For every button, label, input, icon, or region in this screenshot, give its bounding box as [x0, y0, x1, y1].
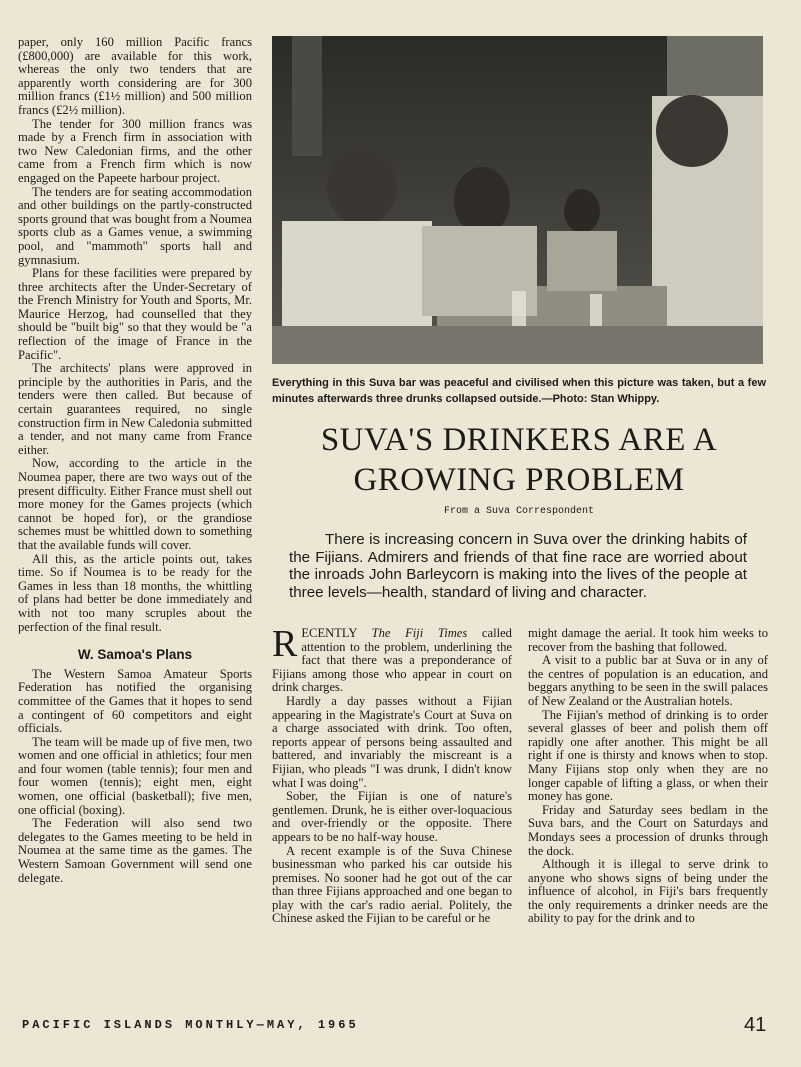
paragraph: paper, only 160 million Pacific francs (£800,000) are available for this work, whereas the only two tenders that are apparently worth considering are for 300 million francs (£1½ million) and 500 million francs (£2½ million). — [18, 35, 252, 117]
paragraph: The tenders are for seating accommodation and other buildings on the partly-constructed sports ground that was bought from a Noumea sports club as a Games venue, a swimming pool, and "mammoth" sports hall and gymnasium. — [18, 184, 252, 267]
photo-caption: Everything in this Suva bar was peaceful and civilised when this picture was taken, but a few minutes afterwards three drunks collapsed outside.—Photo: Stan Whippy. — [272, 377, 766, 405]
middle-article-column — [272, 623, 512, 926]
headline-line: SUVA'S DRINKERS ARE A — [320, 422, 718, 458]
article-standfirst: There is increasing concern in Suva over the drinking habits of the Fijians. Admirers and friends of that fine race are worried about the inroads John Barleycorn is making into the lives of the people at three levels—health, standard of living and character. — [289, 531, 747, 601]
page-number: 41 — [744, 1014, 767, 1036]
paragraph: Sober, the Fijian is one of nature's gentlemen. Drunk, he is either over-loquacious and over-friendly or the opposite. There appears to be no half-way house. — [272, 789, 512, 844]
paragraph: The Federation will also send two delegates to the Games meeting to be held in Noumea at the same time as the games. The Western Samoan Government will send one delegate. — [18, 816, 252, 885]
bar-photograph — [272, 36, 763, 364]
paragraph: The team will be made up of five men, two women and one official in athletics; four men and four women (table tennis); four men and four women (tennis); eight men, eight women, one official (basketball); five men, one official (boxing). — [18, 734, 252, 817]
left-article-column — [18, 36, 252, 885]
drop-cap: R — [272, 623, 298, 665]
section-subheading: W. Samoa's Plans — [77, 647, 193, 663]
paragraph: The Fijian's method of drinking is to order several glasses of beer and polish them off rapidly one after another. This might be all right if one is thirsty and knows when to stop. Many Fijians stop only when they are no longer capable of lifting a glass, or when their money has gone. — [528, 707, 768, 804]
publication-name: The Fiji Times — [371, 626, 468, 640]
paragraph: The Western Samoa Amateur Sports Federation has notified the organising committee of the Games that it hopes to send a contingent of 60 competitors and eight officials. — [18, 666, 252, 736]
paragraph: Plans for these facilities were prepared by three architects after the Under-Secretary of the French Ministry for Youth and Sports, Mr. Maurice Herzog, had counselled that they should be "built big" so that they would be "a reflection of the image of France in the Pacific". — [18, 266, 252, 362]
page-footer: PACIFIC ISLANDS MONTHLY—MAY, 1965 — [22, 1018, 359, 1032]
byline: From a Suva Correspondent — [443, 506, 595, 517]
paragraph: A visit to a public bar at Suva or in any of the centres of population is an education, and beggars anything to be seen in the swill palaces of New Zealand or the Australian hotels. — [528, 653, 768, 708]
paragraph: Hardly a day passes without a Fijian appearing in the Magistrate's Court at Suva on a charge associated with drink. Too often, reports appear of persons being assaulted and battered, and invariably the miscreant is a Fijian, who pleads "I was drunk, I didn't know what I was doing". — [272, 693, 512, 790]
photo-illustration — [272, 36, 763, 364]
paragraph: All this, as the article points out, takes time. So if Noumea is to be ready for the Games in less than 18 months, the whittling of plans had better be done immediately and with not too many scruples about the perfection of the final result. — [18, 551, 252, 634]
right-article-column — [528, 627, 768, 926]
paragraph: The architects' plans were approved in principle by the authorities in Paris, and the tenders were then called. But because of certain guarantees required, no single construction firm in New Caledonia submitted a tender, and not many came from France either. — [18, 361, 252, 457]
paragraph: Friday and Saturday sees bedlam in the Suva bars, and the Court on Saturdays and Mondays sees a procession of drunks through the dock. — [528, 802, 768, 858]
article-headline — [272, 420, 766, 500]
paragraph: Although it is illegal to serve drink to anyone who shows signs of being under the influence of alcohol, in Fiji's bars frequently the only requirements a drinker needs are the ability to pay for the drink and to — [528, 857, 768, 926]
paragraph: The tender for 300 million francs was made by a French firm in association with two New Caledonian firms, and the other came from a French firm which is now engaged on the Papeete harbour project. — [18, 116, 252, 185]
paragraph: A recent example is of the Suva Chinese businessman who parked his car outside his premises. No sooner had he got out of the car than three Fijians approached and one began to play with the car's radio aerial. Politely, the Chinese asked the Fijian to be careful or he — [272, 843, 512, 926]
paragraph: might damage the aerial. It took him weeks to recover from the bashing that followed. — [528, 626, 768, 654]
paragraph-text: called attention to the problem, underlining the fact that there was a preponderance of Fijians among those who appear in court on drink charges. — [272, 626, 512, 695]
lead-word: ECENTLY — [301, 626, 357, 640]
headline-line: GROWING PROBLEM — [353, 462, 685, 498]
opening-paragraph — [272, 623, 512, 695]
paragraph: Now, according to the article in the Noumea paper, there are two ways out of the present difficulty. Either France must shell out more money for the Games projects (which cannot be hoped for), or the grandiose schemes must be whittled down to something that the available funds will cover. — [18, 456, 252, 552]
